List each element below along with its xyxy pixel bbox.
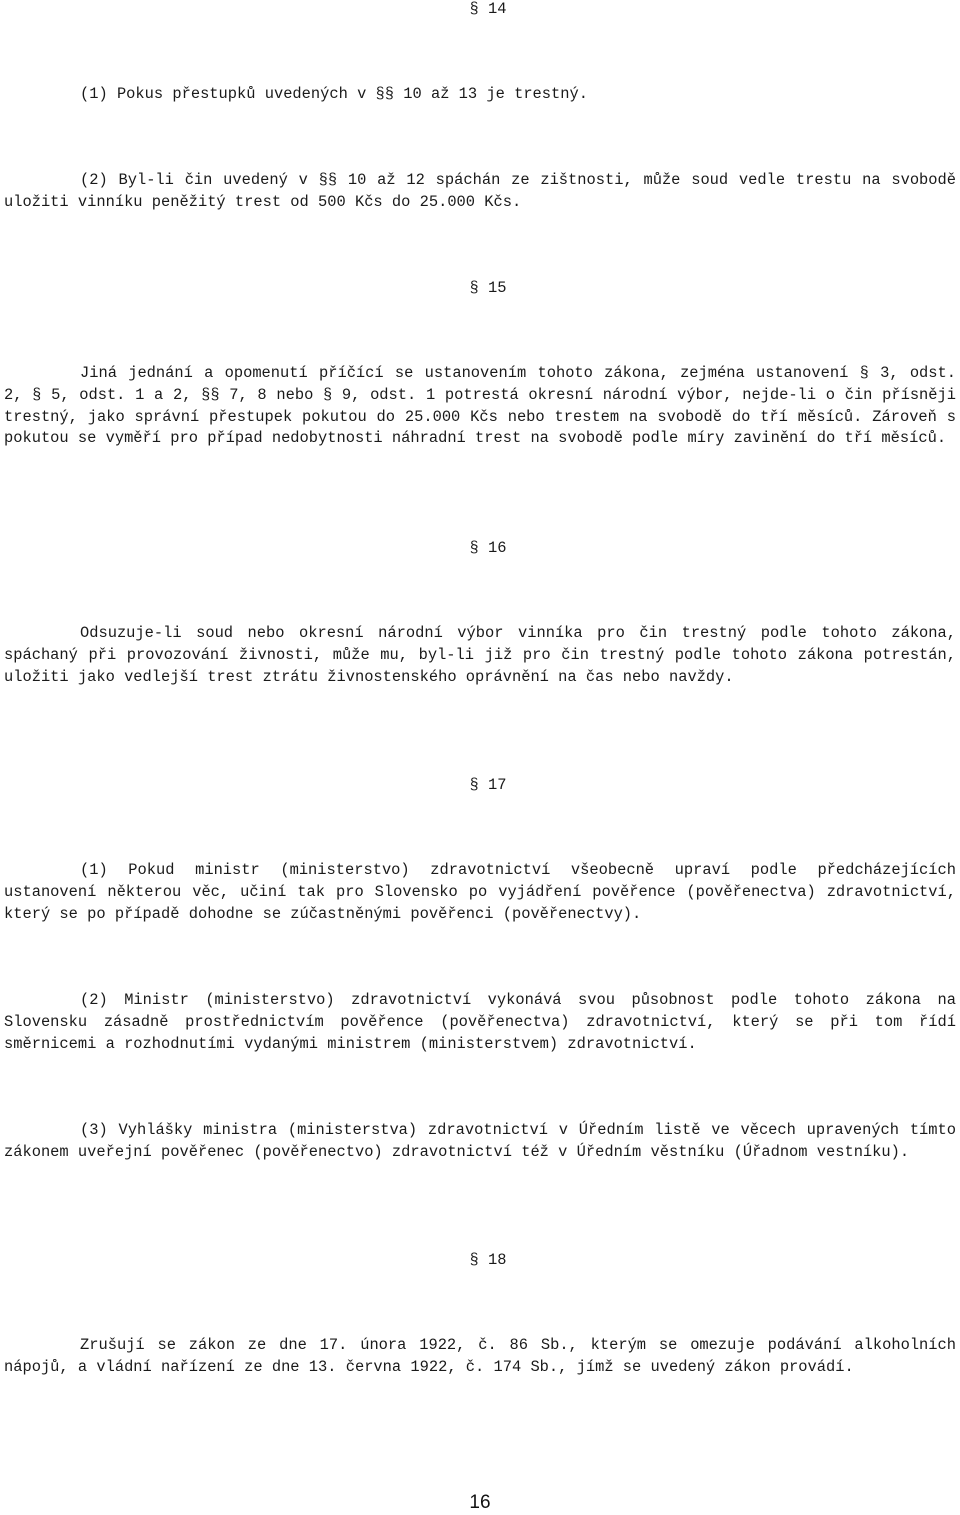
- page-number: 16: [469, 1492, 491, 1513]
- section-heading-18: § 18: [469, 1251, 507, 1269]
- section-heading-14: § 14: [469, 0, 507, 18]
- paragraph-17-3: (3) Vyhlášky ministra (ministerstva) zdravotnictví v Úředním listě ve věcech upravených tímto zákonem uveřejní pověřenec (pověřenectvo) zdravotnictví též v Úředním věstníku (Úřadnom vestníku).: [4, 1121, 956, 1161]
- paragraph-16: Odsuzuje-li soud nebo okresní národní výbor vinníka pro čin trestný podle tohoto zákona, spáchaný při provozování živnosti, může mu, byl-li již pro čin trestný podle tohoto zákona potrestán, uložiti jako vedlejší trest ztrátu živnostenského oprávnění na čas nebo navždy.: [4, 624, 956, 686]
- section-heading-17: § 17: [469, 776, 507, 794]
- paragraph-15: Jiná jednání a opomenutí příčící se ustanovením tohoto zákona, zejména ustanovení § 3, odst. 2, § 5, odst. 1 a 2, §§ 7, 8 nebo § 9, odst. 1 potrestá okresní národní výbor, nejde-li o čin přísněji trestný, jako správní přestupek pokutou do 25.000 Kčs nebo trestem na svobodě do tří měsíců. Zároveň s pokutou se vyměří pro případ nedobytnosti náhradní trest na svobodě podle míry zavinění do tří měsíců.: [4, 364, 956, 448]
- paragraph-14-2: (2) Byl-li čin uvedený v §§ 10 až 12 spáchán ze zištnosti, může soud vedle trestu na svobodě uložiti vinníku peněžitý trest od 500 Kčs do 25.000 Kčs.: [4, 171, 956, 211]
- paragraph-17-2: (2) Ministr (ministerstvo) zdravotnictví vykonává svou působnost podle tohoto zákona na Slovensku zásadně prostřednictvím pověřence (pověřenectva) zdravotnictví, který se při tom řídí směrnicemi a rozhodnutími vydanými ministrem (ministerstvem) zdravotnictví.: [4, 991, 956, 1053]
- paragraph-17-1: (1) Pokud ministr (ministerstvo) zdravotnictví všeobecně upraví podle předcházejících ustanovení některou věc, učiní tak pro Slovensko po vyjádření pověřence (pověřenectva) zdravotnictví, který se po případě dohodne se zúčastněnými pověřenci (pověřenectvy).: [4, 861, 956, 923]
- section-heading-15: § 15: [469, 279, 507, 297]
- paragraph-14-1: (1) Pokus přestupků uvedených v §§ 10 až 13 je trestný.: [80, 85, 588, 103]
- paragraph-18: Zrušují se zákon ze dne 17. února 1922, č. 86 Sb., kterým se omezuje podávání alkoholních nápojů, a vládní nařízení ze dne 13. června 1922, č. 174 Sb., jímž se uvedený zákon provádí.: [4, 1336, 956, 1376]
- section-heading-16: § 16: [469, 539, 507, 557]
